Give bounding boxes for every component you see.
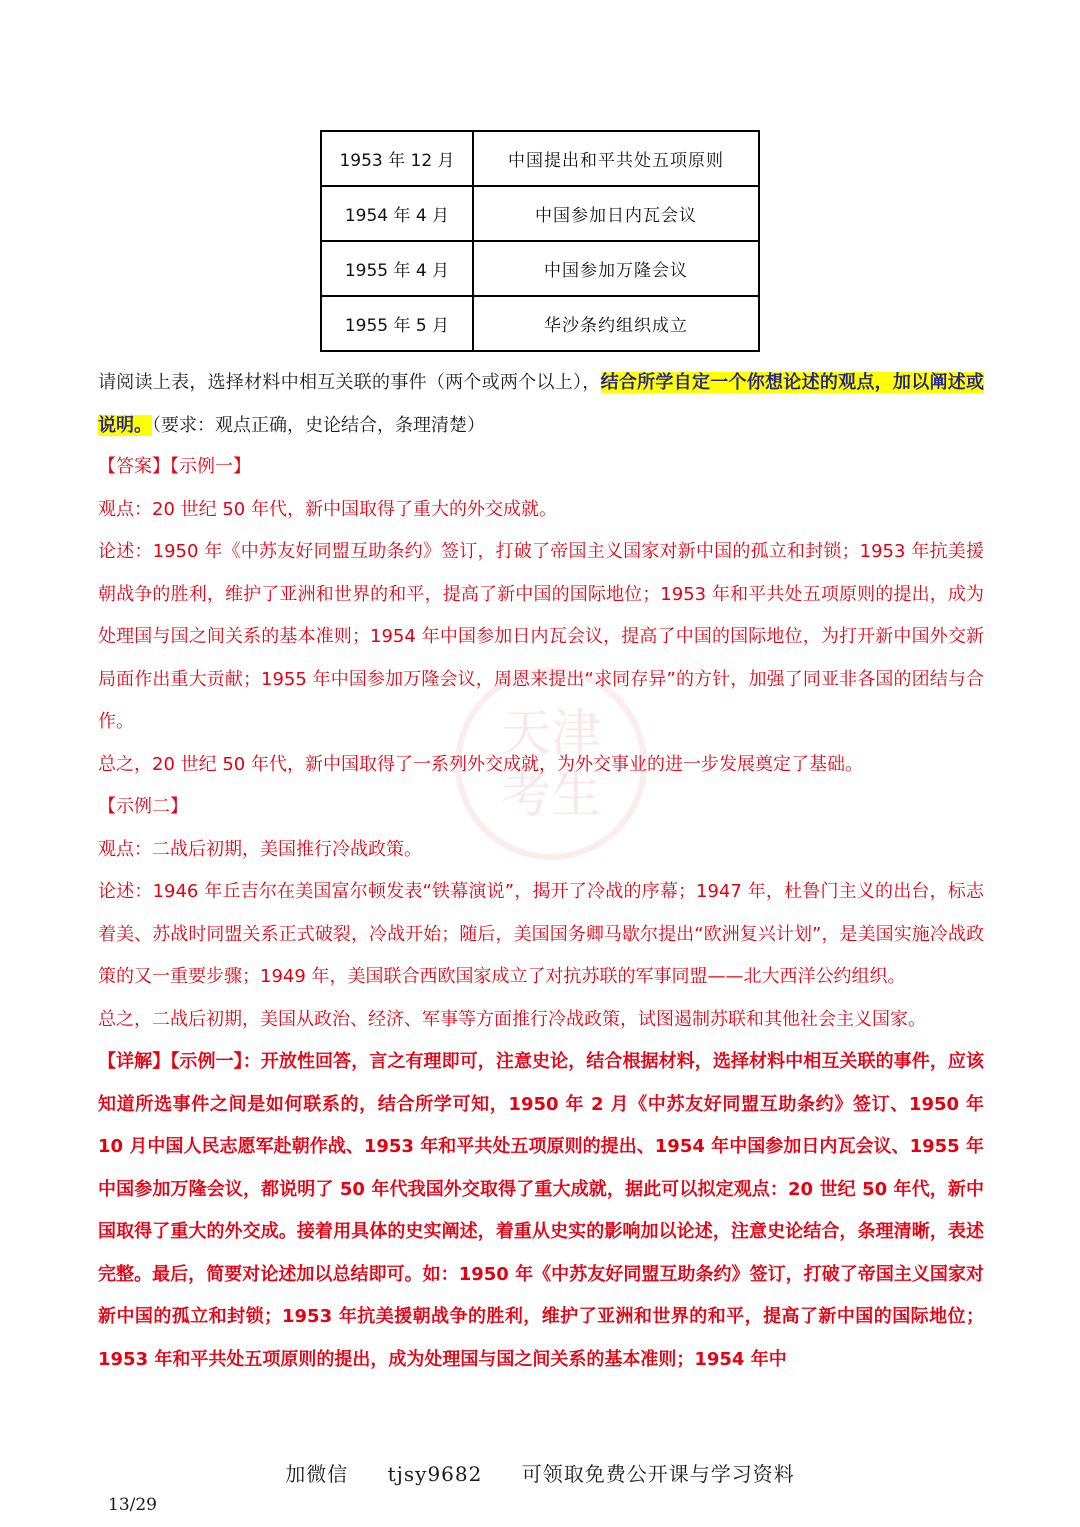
event-date: 1955 年 4 月 bbox=[321, 241, 473, 296]
example1-argument: 论述：1950 年《中苏友好同盟互助条约》签订，打破了帝国主义国家对新中国的孤立和封锁；1953 年抗美援朝战争的胜利，维护了亚洲和世界的和平，提高了新中国的国际地位；1953 年和平共处五项原则的提出，成为处理国与国之间关系的基本准则；1954 年中国参加日内瓦会议，提高了中国的国际地位，为打开新中国外交新局面作出重大贡献；1955 年中国参加万隆会议，周恩来提出“求同存异”的方针，加强了同亚非各国的团结与合作。 bbox=[98, 541, 984, 732]
footer-label: 加微信 bbox=[285, 1462, 349, 1486]
event-description: 中国参加日内瓦会议 bbox=[473, 186, 759, 241]
example2-summary: 总之，二战后初期，美国从政治、经济、军事等方面推行冷战政策，试图遏制苏联和其他社会主义国家。 bbox=[98, 1008, 926, 1030]
event-date: 1953 年 12 月 bbox=[321, 131, 473, 186]
explanation-text: ：开放性回答，言之有理即可，注意史论，结合根据材料，选择材料中相互关联的事件，应该知道所选事件之间是如何联系的，结合所学可知，1950 年 2 月《中苏友好同盟互助条约》签订、1950 年 10 月中国人民志愿军赴朝作战、1953 年和平共处五项原则的提出、1954 年中国参加日内瓦会议、1955 年中国参加万隆会议，都说明了 50 年代我国外交取得了重大成就，据此可以拟定观点：20 世纪 50 年代，新中国取得了重大的外交成。接着用具体的史实阐述，着重从史实的影响加以论述，注意史论结合，条理清晰，表述完整。最后，简要对论述加以总结即可。如：1950 年《中苏友好同盟互助条约》签订，打破了帝国主义国家对新中国的孤立和封锁；1953 年抗美援朝战争的胜利，维护了亚洲和世界的和平，提高了新中国的国际地位；1953 年和平共处五项原则的提出，成为处理国与国之间关系的基本准则；1954 年中 bbox=[98, 1051, 984, 1370]
page-number: 13/29 bbox=[108, 1495, 157, 1515]
example1-summary: 总之，20 世纪 50 年代，新中国取得了一系列外交成就，为外交事业的进一步发展奠定了基础。 bbox=[98, 753, 863, 775]
table-row bbox=[321, 296, 759, 351]
event-description: 中国参加万隆会议 bbox=[473, 241, 759, 296]
explanation-paragraph bbox=[98, 1041, 984, 1381]
watermark-line-1: 天津 bbox=[501, 704, 601, 762]
example2-header: 【示例二】 bbox=[98, 796, 188, 817]
question-requirement: （要求：观点正确，史论结合，条理清楚） bbox=[152, 414, 485, 436]
question-text bbox=[98, 362, 984, 447]
footer-promo bbox=[0, 1458, 1080, 1487]
example2-argument: 论述：1946 年丘吉尔在美国富尔顿发表“铁幕演说”，揭开了冷战的序幕；1947 年，杜鲁门主义的出台，标志着美、苏战时同盟关系正式破裂，冷战开始；随后，美国国务卿马歇尔提出“欧洲复兴计划”，是美国实施冷战政策的又一重要步骤；1949 年，美国联合西欧国家成立了对抗苏联的军事同盟——北大西洋公约组织。 bbox=[98, 881, 984, 987]
footer-wechat-id: tjsy9682 bbox=[387, 1462, 483, 1486]
watermark-line-2: 考生 bbox=[501, 766, 601, 824]
events-table bbox=[320, 130, 760, 352]
event-description: 华沙条约组织成立 bbox=[473, 296, 759, 351]
question-highlight-a: 结合所学自定一个你想论述的观点，加以 bbox=[600, 372, 930, 393]
answer-section bbox=[98, 446, 984, 1381]
table-row bbox=[321, 186, 759, 241]
event-date: 1954 年 4 月 bbox=[321, 186, 473, 241]
answer-header: 【答案】【示例一】 bbox=[98, 456, 251, 477]
event-description: 中国提出和平共处五项原则 bbox=[473, 131, 759, 186]
table-row bbox=[321, 241, 759, 296]
question-highlight-b: 阐述或说明。 bbox=[98, 372, 985, 436]
footer-offer: 可领取免费公开课与学习资料 bbox=[521, 1462, 795, 1486]
question-prompt: 请阅读上表，选择材料中相互关联的事件（两个或两个以上）， bbox=[98, 372, 601, 393]
table-row bbox=[321, 131, 759, 186]
explanation-header: 【详解】【示例一】 bbox=[98, 1051, 243, 1072]
example2-viewpoint: 观点：二战后初期，美国推行冷战政策。 bbox=[98, 838, 422, 860]
event-date: 1955 年 5 月 bbox=[321, 296, 473, 351]
example1-viewpoint: 观点：20 世纪 50 年代，新中国取得了重大的外交成就。 bbox=[98, 498, 557, 520]
